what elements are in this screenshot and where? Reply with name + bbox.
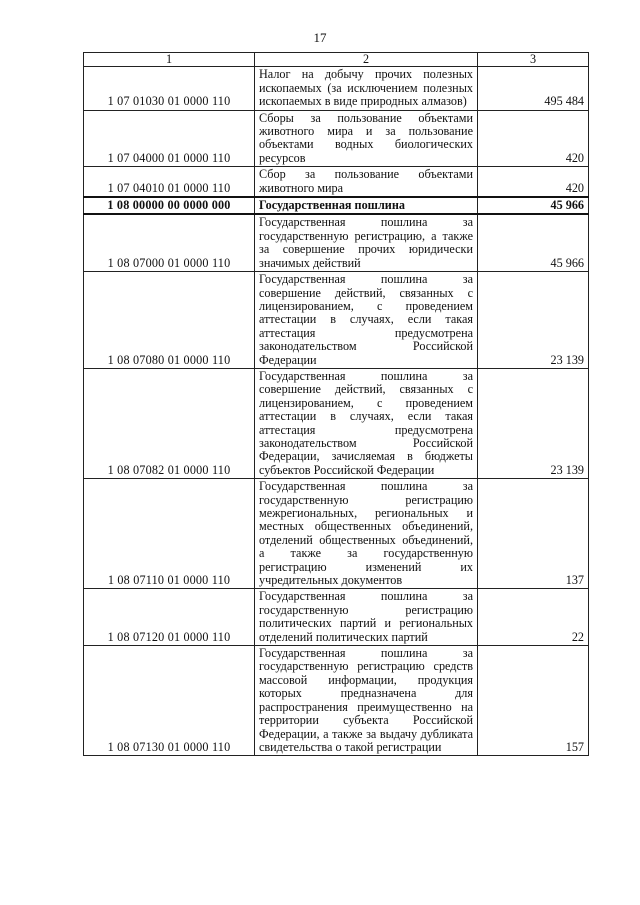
row-description: Государственная пошлина за совершение действий, связанных с лицензированием, с проведением аттестации в случаях, если такая аттестация предусмотрена законодательством Российской Федерации, зачисляемая в бюджеты субъектов Российской Федерации [255,368,478,478]
row-amount: 22 [478,589,589,646]
table-row [84,167,589,197]
row-description: Государственная пошлина за государственную регистрацию, а также за совершение прочих юридически значимых действий [255,214,478,271]
row-description: Государственная пошлина за государственную регистрацию политических партий и региональных отделений политических партий [255,589,478,646]
row-code: 1 08 07120 01 0000 110 [84,589,255,646]
row-amount: 137 [478,479,589,589]
row-code: 1 07 01030 01 0000 110 [84,67,255,110]
row-description: Государственная пошлина за государственную регистрацию межрегиональных, региональных и местных общественных объединений, отделений общественных объединений, а также за государственную регистрацию изменений их учредительных документов [255,479,478,589]
row-amount: 420 [478,167,589,197]
row-code: 1 08 07130 01 0000 110 [84,646,255,756]
row-code: 1 08 07110 01 0000 110 [84,479,255,589]
row-amount: 23 139 [478,272,589,369]
row-code: 1 08 07080 01 0000 110 [84,272,255,369]
row-description: Налог на добычу прочих полезных ископаемых (за исключением полезных ископаемых в виде природных алмазов) [255,67,478,110]
column-header-description: 2 [255,53,478,67]
row-amount: 495 484 [478,67,589,110]
row-amount: 45 966 [478,214,589,271]
table-row [84,646,589,756]
table-row-total [84,197,589,214]
row-code: 1 08 07082 01 0000 110 [84,368,255,478]
row-code: 1 07 04010 01 0000 110 [84,167,255,197]
table-row [84,589,589,646]
page-number: 17 [313,30,327,45]
budget-revenue-table [83,52,589,756]
row-description: Сборы за пользование объектами животного мира и за пользование объектами водных биологических ресурсов [255,110,478,167]
row-description: Сбор за пользование объектами животного мира [255,167,478,197]
header-row [84,53,589,67]
row-description: Государственная пошлина за государственную регистрацию средств массовой информации, продукция которых предназначена для распространения преимущественно на территории субъекта Российской Федерации, а также за выдачу дубликата свидетельства о такой регистрации [255,646,478,756]
table-row [84,214,589,271]
row-description: Государственная пошлина [255,197,478,214]
row-amount: 157 [478,646,589,756]
row-amount: 23 139 [478,368,589,478]
row-amount: 420 [478,110,589,167]
table-row [84,110,589,167]
table-row [84,368,589,478]
row-code: 1 08 07000 01 0000 110 [84,214,255,271]
column-header-code: 1 [84,53,255,67]
row-code: 1 07 04000 01 0000 110 [84,110,255,167]
row-code: 1 08 00000 00 0000 000 [84,197,255,214]
column-header-amount: 3 [478,53,589,67]
table-row [84,479,589,589]
table-row [84,67,589,110]
row-amount: 45 966 [478,197,589,214]
row-description: Государственная пошлина за совершение действий, связанных с лицензированием, с проведением аттестации в случаях, если такая аттестация предусмотрена законодательством Российской Федерации [255,272,478,369]
table-row [84,272,589,369]
